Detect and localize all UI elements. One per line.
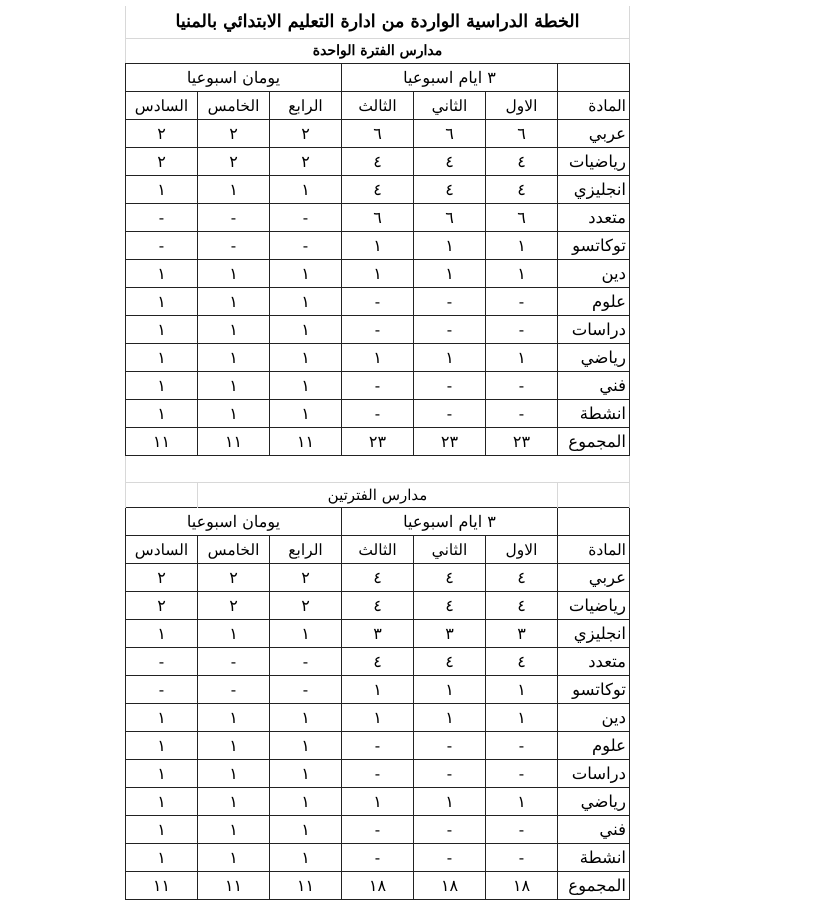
value-cell: - — [198, 204, 270, 232]
value-cell: - — [486, 400, 558, 428]
value-cell: ١ — [198, 760, 270, 788]
value-cell: ٢ — [270, 564, 342, 592]
title-row — [126, 6, 630, 39]
value-cell: ١ — [126, 344, 198, 372]
study-plan-table — [125, 6, 630, 900]
value-cell: ١ — [414, 704, 486, 732]
value-cell: - — [342, 760, 414, 788]
table-row — [126, 204, 630, 232]
table-row — [126, 732, 630, 760]
value-cell: ١ — [486, 676, 558, 704]
value-cell: ١ — [342, 260, 414, 288]
value-cell: - — [270, 676, 342, 704]
value-cell: ٦ — [486, 204, 558, 232]
value-cell: - — [198, 648, 270, 676]
value-cell: ١ — [414, 676, 486, 704]
section2-subject-header: المادة — [558, 536, 630, 564]
value-cell: ١ — [198, 260, 270, 288]
value-cell: ١ — [270, 760, 342, 788]
value-cell: ١ — [126, 316, 198, 344]
value-cell: ٢ — [126, 148, 198, 176]
value-cell: - — [126, 648, 198, 676]
value-cell: - — [486, 732, 558, 760]
value-cell: ١ — [198, 844, 270, 872]
value-cell: ٢٣ — [414, 428, 486, 456]
table-row — [126, 872, 630, 900]
value-cell: ٤ — [342, 148, 414, 176]
value-cell: - — [198, 232, 270, 260]
section1-title: مدارس الفترة الواحدة — [126, 39, 630, 64]
section1-group-row — [126, 64, 630, 92]
value-cell: - — [342, 844, 414, 872]
value-cell: ١ — [126, 760, 198, 788]
section2-grade-header: الثالث — [342, 536, 414, 564]
value-cell: ١١ — [198, 428, 270, 456]
value-cell: ١ — [270, 260, 342, 288]
study-plan-sheet — [125, 6, 630, 900]
section2-header-row — [126, 536, 630, 564]
value-cell: - — [414, 844, 486, 872]
section1-subject-header: المادة — [558, 92, 630, 120]
section2-group-row — [126, 508, 630, 536]
value-cell: - — [486, 816, 558, 844]
value-cell: ١ — [486, 788, 558, 816]
value-cell: - — [342, 732, 414, 760]
table-row — [126, 260, 630, 288]
value-cell: ١ — [198, 288, 270, 316]
section2-title: مدارس الفترتين — [198, 483, 558, 508]
section1-grade-header: الخامس — [198, 92, 270, 120]
table-row — [126, 400, 630, 428]
section1-grade-header: الاول — [486, 92, 558, 120]
value-cell: ١ — [414, 260, 486, 288]
value-cell: ١ — [486, 232, 558, 260]
subject-cell: رياضيات — [558, 148, 630, 176]
value-cell: - — [270, 648, 342, 676]
value-cell: ٣ — [414, 620, 486, 648]
section1-group-three-days: ٣ ايام اسبوعيا — [342, 64, 558, 92]
value-cell: ٢ — [126, 564, 198, 592]
value-cell: ١١ — [198, 872, 270, 900]
section1-grade-header: الثاني — [414, 92, 486, 120]
subject-cell: عربي — [558, 120, 630, 148]
table-row — [126, 788, 630, 816]
value-cell: - — [198, 676, 270, 704]
value-cell: ١ — [198, 316, 270, 344]
table-row — [126, 620, 630, 648]
value-cell: ٢٣ — [486, 428, 558, 456]
section1-group-two-days: يومان اسبوعيا — [126, 64, 342, 92]
section1-header-row — [126, 92, 630, 120]
value-cell: ١ — [342, 788, 414, 816]
value-cell: ٣ — [342, 620, 414, 648]
table-row — [126, 760, 630, 788]
value-cell: ١١ — [270, 872, 342, 900]
section2-grade-header: السادس — [126, 536, 198, 564]
value-cell: ١ — [342, 344, 414, 372]
section2-grade-header: الاول — [486, 536, 558, 564]
value-cell: ٢ — [126, 120, 198, 148]
value-cell: ٤ — [414, 176, 486, 204]
value-cell: - — [414, 372, 486, 400]
value-cell: ٦ — [486, 120, 558, 148]
section2-grade-header: الثاني — [414, 536, 486, 564]
value-cell: ٢ — [198, 592, 270, 620]
value-cell: ١ — [126, 788, 198, 816]
value-cell: ١ — [270, 620, 342, 648]
value-cell: ١ — [198, 176, 270, 204]
section2-group-two-days: يومان اسبوعيا — [126, 508, 342, 536]
value-cell: ١ — [126, 704, 198, 732]
table-row — [126, 704, 630, 732]
value-cell: - — [414, 316, 486, 344]
value-cell: ١ — [126, 260, 198, 288]
value-cell: - — [414, 400, 486, 428]
section2-grade-header: الرابع — [270, 536, 342, 564]
section1-title-row — [126, 39, 630, 64]
value-cell: ٤ — [342, 564, 414, 592]
value-cell: ٣ — [486, 620, 558, 648]
table-row — [126, 844, 630, 872]
table-row — [126, 372, 630, 400]
value-cell: ١١ — [270, 428, 342, 456]
value-cell: - — [486, 760, 558, 788]
table-row — [126, 592, 630, 620]
value-cell: ١ — [270, 288, 342, 316]
value-cell: ١ — [270, 176, 342, 204]
value-cell: ١ — [270, 844, 342, 872]
value-cell: ٦ — [342, 120, 414, 148]
subject-cell: فني — [558, 372, 630, 400]
section2-group-three-days: ٣ ايام اسبوعيا — [342, 508, 558, 536]
value-cell: ٦ — [414, 120, 486, 148]
value-cell: - — [486, 316, 558, 344]
subject-cell: انجليزي — [558, 176, 630, 204]
table-row — [126, 120, 630, 148]
subject-cell: انشطة — [558, 844, 630, 872]
value-cell: ١ — [342, 704, 414, 732]
subject-cell: علوم — [558, 288, 630, 316]
page-title: الخطة الدراسية الواردة من ادارة التعليم الابتدائي بالمنيا — [126, 6, 630, 39]
value-cell: ١ — [198, 704, 270, 732]
value-cell: ٤ — [342, 648, 414, 676]
subject-cell: دراسات — [558, 316, 630, 344]
value-cell: ١ — [126, 176, 198, 204]
value-cell: ١ — [198, 732, 270, 760]
value-cell: ١ — [126, 816, 198, 844]
value-cell: - — [486, 288, 558, 316]
table-row — [126, 344, 630, 372]
value-cell: - — [414, 732, 486, 760]
value-cell: ٢ — [198, 564, 270, 592]
section2-title-row — [126, 483, 630, 508]
table-row — [126, 288, 630, 316]
subject-cell: توكاتسو — [558, 676, 630, 704]
table-row — [126, 816, 630, 844]
section1-group-blank — [558, 64, 630, 92]
value-cell: ٤ — [414, 648, 486, 676]
value-cell: ١ — [198, 400, 270, 428]
value-cell: ١ — [270, 400, 342, 428]
section1-grade-header: السادس — [126, 92, 198, 120]
value-cell: ١ — [486, 260, 558, 288]
value-cell: ٦ — [342, 204, 414, 232]
value-cell: ٦ — [414, 204, 486, 232]
value-cell: ١ — [270, 372, 342, 400]
value-cell: - — [342, 316, 414, 344]
value-cell: ٤ — [486, 176, 558, 204]
value-cell: ١ — [198, 816, 270, 844]
value-cell: ٢٣ — [342, 428, 414, 456]
value-cell: ١ — [126, 620, 198, 648]
value-cell: - — [126, 232, 198, 260]
value-cell: ١٨ — [414, 872, 486, 900]
value-cell: - — [414, 816, 486, 844]
subject-cell: رياضي — [558, 344, 630, 372]
table-row — [126, 232, 630, 260]
value-cell: ١ — [198, 344, 270, 372]
subject-cell: انجليزي — [558, 620, 630, 648]
value-cell: - — [126, 676, 198, 704]
value-cell: ١ — [270, 704, 342, 732]
subject-cell: توكاتسو — [558, 232, 630, 260]
value-cell: ١٨ — [486, 872, 558, 900]
value-cell: ١ — [126, 844, 198, 872]
value-cell: - — [126, 204, 198, 232]
value-cell: - — [342, 288, 414, 316]
section2-grade-header: الخامس — [198, 536, 270, 564]
value-cell: ٤ — [414, 564, 486, 592]
subject-cell: المجموع — [558, 872, 630, 900]
subject-cell: رياضيات — [558, 592, 630, 620]
table-row — [126, 176, 630, 204]
value-cell: ٢ — [270, 592, 342, 620]
value-cell: ٢ — [198, 148, 270, 176]
value-cell: ٤ — [486, 592, 558, 620]
value-cell: ٤ — [342, 176, 414, 204]
subject-cell: متعدد — [558, 648, 630, 676]
value-cell: - — [342, 816, 414, 844]
value-cell: ٤ — [486, 648, 558, 676]
table-row — [126, 648, 630, 676]
table-row — [126, 428, 630, 456]
value-cell: - — [270, 232, 342, 260]
section-gap-row — [126, 456, 630, 483]
subject-cell: دين — [558, 704, 630, 732]
subject-cell: المجموع — [558, 428, 630, 456]
table-row — [126, 564, 630, 592]
value-cell: ١ — [198, 620, 270, 648]
value-cell: ١ — [270, 816, 342, 844]
value-cell: ٤ — [342, 592, 414, 620]
section1-grade-header: الثالث — [342, 92, 414, 120]
section2-group-blank — [558, 508, 630, 536]
subject-cell: رياضي — [558, 788, 630, 816]
value-cell: ١١ — [126, 872, 198, 900]
table-row — [126, 148, 630, 176]
value-cell: ١ — [414, 232, 486, 260]
value-cell: ١ — [414, 344, 486, 372]
value-cell: - — [486, 844, 558, 872]
subject-cell: دراسات — [558, 760, 630, 788]
value-cell: ٢ — [198, 120, 270, 148]
value-cell: ٤ — [414, 592, 486, 620]
value-cell: ٢ — [270, 148, 342, 176]
value-cell: ١ — [270, 316, 342, 344]
value-cell: - — [270, 204, 342, 232]
subject-cell: فني — [558, 816, 630, 844]
value-cell: - — [486, 372, 558, 400]
value-cell: ١ — [270, 788, 342, 816]
value-cell: ١ — [414, 788, 486, 816]
value-cell: ١ — [126, 288, 198, 316]
value-cell: - — [342, 400, 414, 428]
value-cell: ١ — [126, 400, 198, 428]
subject-cell: دين — [558, 260, 630, 288]
value-cell: ٤ — [486, 564, 558, 592]
value-cell: - — [414, 288, 486, 316]
section1-grade-header: الرابع — [270, 92, 342, 120]
value-cell: ١ — [270, 732, 342, 760]
value-cell: ١ — [486, 344, 558, 372]
value-cell: ٢ — [270, 120, 342, 148]
value-cell: ٤ — [486, 148, 558, 176]
value-cell: ١ — [342, 232, 414, 260]
value-cell: ٢ — [126, 592, 198, 620]
value-cell: ١ — [198, 788, 270, 816]
value-cell: ١ — [342, 676, 414, 704]
table-row — [126, 316, 630, 344]
table-row — [126, 676, 630, 704]
subject-cell: متعدد — [558, 204, 630, 232]
value-cell: ١ — [198, 372, 270, 400]
value-cell: - — [342, 372, 414, 400]
value-cell: ١ — [270, 344, 342, 372]
subject-cell: عربي — [558, 564, 630, 592]
value-cell: ١ — [486, 704, 558, 732]
value-cell: - — [414, 760, 486, 788]
value-cell: ١ — [126, 372, 198, 400]
value-cell: ١١ — [126, 428, 198, 456]
subject-cell: انشطة — [558, 400, 630, 428]
value-cell: ١٨ — [342, 872, 414, 900]
value-cell: ٤ — [414, 148, 486, 176]
value-cell: ١ — [126, 732, 198, 760]
subject-cell: علوم — [558, 732, 630, 760]
